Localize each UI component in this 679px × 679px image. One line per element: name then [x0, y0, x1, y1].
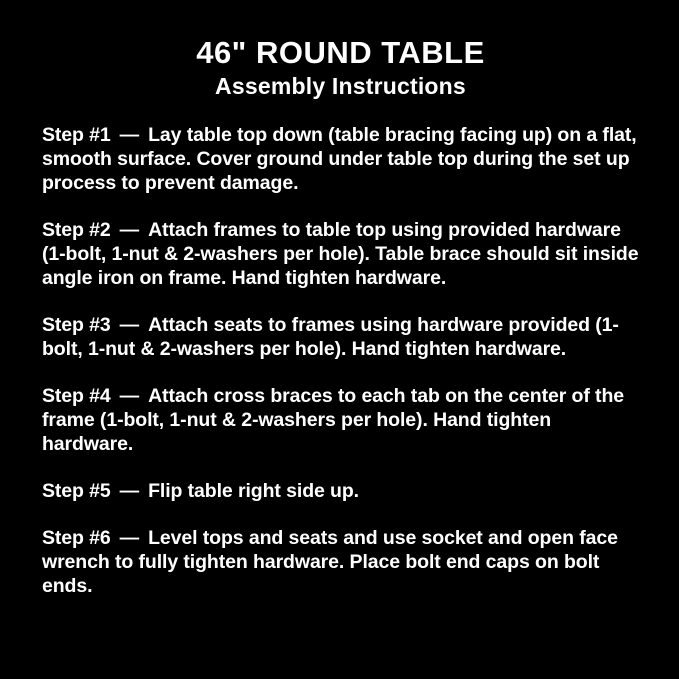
page-subtitle: Assembly Instructions	[215, 72, 466, 99]
step-2-label: Step #2	[42, 219, 111, 242]
em-dash: —	[119, 314, 140, 337]
header	[42, 34, 639, 100]
step-1-label: Step #1	[42, 124, 111, 147]
step-6-label: Step #6	[42, 527, 111, 550]
step-5	[42, 480, 639, 504]
em-dash: —	[119, 219, 140, 242]
step-6	[42, 527, 639, 599]
step-3-text: Attach seats to frames using hardware provided (1-bolt, 1-nut & 2-washers per hole). Hand tighten hardware.	[42, 314, 619, 361]
step-3	[42, 314, 639, 362]
step-4	[42, 385, 639, 457]
step-1-text: Lay table top down (table bracing facing up) on a flat, smooth surface. Cover ground under table top during the set up process to prevent damage.	[42, 124, 637, 195]
step-2	[42, 219, 639, 291]
step-2-text: Attach frames to table top using provided hardware (1-bolt, 1-nut & 2-washers per hole). Table brace should sit inside angle iron on frame. Hand tighten hardware.	[42, 219, 639, 290]
step-6-text: Level tops and seats and use socket and open face wrench to fully tighten hardware. Place bolt end caps on bolt ends.	[42, 527, 618, 598]
step-4-text: Attach cross braces to each tab on the center of the frame (1-bolt, 1-nut & 2-washers per hole). Hand tighten hardware.	[42, 385, 624, 456]
em-dash: —	[119, 124, 140, 147]
step-5-label: Step #5	[42, 480, 111, 503]
step-3-label: Step #3	[42, 314, 111, 337]
step-5-text: Flip table right side up.	[148, 480, 360, 503]
em-dash: —	[119, 480, 140, 503]
em-dash: —	[119, 527, 140, 550]
steps-list	[42, 124, 639, 599]
step-4-label: Step #4	[42, 385, 111, 408]
page-title: 46" ROUND TABLE	[196, 35, 485, 70]
step-1	[42, 124, 639, 196]
em-dash: —	[119, 385, 140, 408]
